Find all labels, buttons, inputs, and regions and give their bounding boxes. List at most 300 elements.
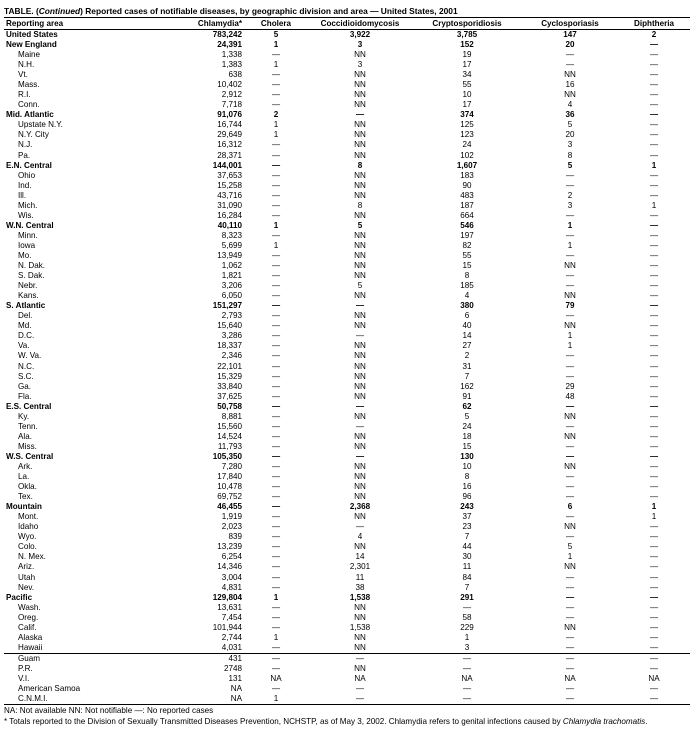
table-row bbox=[4, 603, 690, 613]
cell-reporting-area: Del. bbox=[18, 311, 33, 321]
cell-coccidioidomycosis: 1,538 bbox=[349, 622, 371, 632]
cell-diphtheria: — bbox=[649, 170, 659, 180]
cell-cyclosporiasis: 1 bbox=[567, 220, 573, 230]
cell-cyclosporiasis: 20 bbox=[565, 130, 575, 140]
cell-cyclosporiasis: NN bbox=[564, 321, 576, 331]
cell-chlamydia: 10,402 bbox=[217, 80, 242, 90]
cell-reporting-area: Nev. bbox=[18, 582, 35, 592]
cell-cryptosporidiosis: 24 bbox=[462, 140, 472, 150]
cell-cyclosporiasis: NN bbox=[564, 70, 576, 80]
cell-chlamydia: 43,716 bbox=[217, 190, 242, 200]
cell-chlamydia: 15,560 bbox=[217, 421, 242, 431]
cell-coccidioidomycosis: NN bbox=[354, 271, 366, 281]
table-row bbox=[4, 392, 690, 402]
cell-diphtheria: — bbox=[649, 60, 659, 70]
cell-cholera: — bbox=[271, 150, 281, 160]
cell-diphtheria: — bbox=[649, 401, 659, 411]
cell-diphtheria: — bbox=[649, 552, 659, 562]
cell-reporting-area: S. Atlantic bbox=[6, 301, 46, 311]
cell-reporting-area: American Samoa bbox=[18, 683, 81, 693]
cell-cyclosporiasis: NN bbox=[564, 431, 576, 441]
table-row bbox=[4, 643, 690, 654]
cell-chlamydia: 129,804 bbox=[212, 592, 242, 602]
table-row bbox=[4, 241, 690, 251]
cell-coccidioidomycosis: — bbox=[355, 401, 365, 411]
header-cyclosporiasis: Cyclosporiasis bbox=[522, 18, 618, 30]
cell-coccidioidomycosis: 5 bbox=[357, 220, 363, 230]
cell-cholera: — bbox=[271, 663, 281, 673]
cell-coccidioidomycosis: NN bbox=[354, 150, 366, 160]
cell-reporting-area: E.N. Central bbox=[6, 160, 52, 170]
cell-coccidioidomycosis: NN bbox=[354, 351, 366, 361]
cell-cyclosporiasis: 1 bbox=[567, 552, 573, 562]
cell-cyclosporiasis: — bbox=[565, 421, 575, 431]
cell-chlamydia: 18,337 bbox=[217, 341, 242, 351]
table-row bbox=[4, 40, 690, 50]
cell-coccidioidomycosis: 8 bbox=[357, 200, 363, 210]
cell-diphtheria: — bbox=[649, 592, 659, 602]
cell-diphtheria: — bbox=[649, 150, 659, 160]
cell-reporting-area: Ark. bbox=[18, 461, 33, 471]
cell-cyclosporiasis: — bbox=[565, 401, 575, 411]
table-row bbox=[4, 161, 690, 171]
cell-cryptosporidiosis: 30 bbox=[462, 552, 472, 562]
header-cholera: Cholera bbox=[244, 18, 308, 30]
cell-cyclosporiasis: NN bbox=[564, 562, 576, 572]
cell-reporting-area: Pacific bbox=[6, 592, 33, 602]
cell-cholera: — bbox=[271, 210, 281, 220]
table-row bbox=[4, 291, 690, 301]
table-row bbox=[4, 311, 690, 321]
cell-cyclosporiasis: 1 bbox=[567, 331, 573, 341]
table-row bbox=[4, 362, 690, 372]
cell-chlamydia: NA bbox=[126, 694, 244, 705]
table-row bbox=[4, 382, 690, 392]
cell-cyclosporiasis: 2 bbox=[567, 190, 573, 200]
cell-reporting-area: N.C. bbox=[18, 361, 35, 371]
cell-cholera: — bbox=[271, 371, 281, 381]
cell-coccidioidomycosis: — bbox=[355, 451, 365, 461]
cell-cholera: — bbox=[271, 572, 281, 582]
cell-cholera: — bbox=[271, 642, 281, 652]
cell-chlamydia: 24,391 bbox=[217, 40, 242, 50]
cell-coccidioidomycosis: NN bbox=[354, 321, 366, 331]
cell-cryptosporidiosis: 55 bbox=[462, 80, 472, 90]
cell-cryptosporidiosis: 27 bbox=[462, 341, 472, 351]
cell-diphtheria: — bbox=[649, 180, 659, 190]
cell-cyclosporiasis: — bbox=[565, 251, 575, 260]
cell-cryptosporidiosis: 1,607 bbox=[456, 160, 478, 170]
cell-diphtheria: — bbox=[649, 441, 659, 451]
table-row bbox=[4, 674, 690, 684]
cell-cryptosporidiosis: 40 bbox=[462, 321, 472, 331]
cell-coccidioidomycosis: NN bbox=[354, 180, 366, 190]
cell-cryptosporidiosis: 483 bbox=[460, 190, 474, 200]
cell-cholera: — bbox=[271, 251, 281, 260]
cell-reporting-area: N. Mex. bbox=[18, 552, 46, 562]
cell-cryptosporidiosis: 125 bbox=[460, 120, 474, 130]
cell-diphtheria: — bbox=[649, 100, 659, 110]
cell-reporting-area: Va. bbox=[18, 341, 30, 351]
table-row bbox=[4, 251, 690, 261]
cell-diphtheria: 1 bbox=[651, 512, 657, 522]
cell-cryptosporidiosis: 243 bbox=[460, 502, 474, 512]
table-row bbox=[4, 231, 690, 241]
cell-coccidioidomycosis: NN bbox=[354, 542, 366, 552]
cell-diphtheria: — bbox=[649, 622, 659, 632]
cell-cholera: 1 bbox=[273, 632, 279, 642]
cell-coccidioidomycosis: NN bbox=[354, 251, 366, 260]
cell-coccidioidomycosis: 1,538 bbox=[349, 592, 371, 602]
cell-diphtheria: — bbox=[649, 411, 659, 421]
cell-coccidioidomycosis: — bbox=[308, 653, 412, 664]
cell-chlamydia: 6,254 bbox=[221, 552, 242, 562]
cell-cryptosporidiosis: 6 bbox=[464, 311, 470, 321]
table-row bbox=[4, 30, 690, 41]
cell-cyclosporiasis: — bbox=[565, 230, 575, 240]
cell-cyclosporiasis: — bbox=[565, 170, 575, 180]
cell-cholera: — bbox=[271, 552, 281, 562]
cell-cryptosporidiosis: 18 bbox=[462, 431, 472, 441]
cell-cryptosporidiosis: 10 bbox=[462, 90, 472, 100]
cell-cryptosporidiosis: 90 bbox=[462, 180, 472, 190]
cell-chlamydia: 8,323 bbox=[221, 230, 242, 240]
cell-cholera: — bbox=[271, 200, 281, 210]
cell-coccidioidomycosis: — bbox=[355, 522, 365, 532]
cell-cyclosporiasis: — bbox=[565, 210, 575, 220]
cell-cholera: — bbox=[271, 180, 281, 190]
cell-reporting-area: C.N.M.I. bbox=[4, 694, 126, 705]
cell-chlamydia: 2,912 bbox=[221, 90, 242, 100]
cell-cryptosporidiosis: 187 bbox=[460, 200, 474, 210]
table-row bbox=[4, 341, 690, 351]
cell-cryptosporidiosis: 62 bbox=[462, 401, 472, 411]
cell-cryptosporidiosis: 185 bbox=[460, 281, 474, 291]
cell-diphtheria: — bbox=[649, 281, 659, 291]
table-row bbox=[4, 482, 690, 492]
cell-cyclosporiasis: NN bbox=[564, 291, 576, 301]
cell-cholera: — bbox=[271, 522, 281, 532]
cell-coccidioidomycosis: NN bbox=[354, 341, 366, 351]
cell-cholera: — bbox=[271, 421, 281, 431]
table-row bbox=[4, 261, 690, 271]
cell-cryptosporidiosis: 10 bbox=[462, 461, 472, 471]
cell-reporting-area: Mid. Atlantic bbox=[6, 110, 54, 120]
cell-cryptosporidiosis: 5 bbox=[464, 411, 470, 421]
table-row bbox=[4, 50, 690, 60]
table-row bbox=[4, 211, 690, 221]
cell-cryptosporidiosis: — bbox=[462, 663, 472, 673]
table-row bbox=[4, 442, 690, 452]
cell-chlamydia: 16,284 bbox=[217, 210, 242, 220]
cell-chlamydia: 7,280 bbox=[221, 461, 242, 471]
cell-diphtheria: — bbox=[649, 70, 659, 80]
cell-chlamydia: 3,286 bbox=[221, 331, 242, 341]
cell-cryptosporidiosis: — bbox=[462, 602, 472, 612]
cell-cholera: 1 bbox=[273, 120, 279, 130]
cell-coccidioidomycosis: NN bbox=[354, 492, 366, 502]
cell-coccidioidomycosis: NN bbox=[354, 602, 366, 612]
cell-reporting-area: Colo. bbox=[18, 542, 37, 552]
cell-cryptosporidiosis: 96 bbox=[462, 492, 472, 502]
cell-cyclosporiasis: — bbox=[522, 694, 618, 705]
cell-cyclosporiasis: NN bbox=[564, 261, 576, 271]
cell-diphtheria: — bbox=[649, 612, 659, 622]
table-row bbox=[4, 70, 690, 80]
cell-cryptosporidiosis: 3 bbox=[464, 642, 470, 652]
cell-reporting-area: N.J. bbox=[18, 140, 33, 150]
cell-coccidioidomycosis: 3 bbox=[357, 40, 363, 50]
table-row bbox=[4, 281, 690, 291]
cell-cyclosporiasis: 5 bbox=[567, 120, 573, 130]
cell-cyclosporiasis: — bbox=[565, 311, 575, 321]
cell-chlamydia: 15,640 bbox=[217, 321, 242, 331]
cell-reporting-area: Okla. bbox=[18, 482, 37, 492]
cell-coccidioidomycosis: NN bbox=[354, 431, 366, 441]
cell-cholera: — bbox=[271, 451, 281, 461]
cell-cholera: — bbox=[271, 683, 281, 693]
footnote-totals bbox=[4, 717, 690, 727]
cell-cholera: — bbox=[271, 612, 281, 622]
cell-reporting-area: W. Va. bbox=[18, 351, 42, 361]
cell-cholera: — bbox=[271, 271, 281, 281]
footnote-species: Chlamydia trachomatis bbox=[562, 716, 646, 726]
cell-cholera: — bbox=[271, 311, 281, 321]
cell-coccidioidomycosis: NA bbox=[354, 673, 366, 683]
cell-cholera: — bbox=[271, 70, 281, 80]
cell-cryptosporidiosis: 24 bbox=[462, 421, 472, 431]
cell-cryptosporidiosis: 7 bbox=[464, 582, 470, 592]
table-row bbox=[4, 512, 690, 522]
cell-diphtheria: — bbox=[649, 602, 659, 612]
cell-diphtheria: — bbox=[649, 461, 659, 471]
cell-coccidioidomycosis: NN bbox=[354, 90, 366, 100]
cell-coccidioidomycosis: NN bbox=[354, 130, 366, 140]
cell-chlamydia: 29,649 bbox=[217, 130, 242, 140]
cell-cyclosporiasis: — bbox=[565, 582, 575, 592]
cell-chlamydia: 2748 bbox=[223, 663, 242, 673]
cell-chlamydia: 14,346 bbox=[217, 562, 242, 572]
cell-coccidioidomycosis: NN bbox=[354, 642, 366, 652]
cell-cyclosporiasis: — bbox=[565, 632, 575, 642]
cell-cholera: — bbox=[271, 261, 281, 271]
cell-cyclosporiasis: — bbox=[565, 512, 575, 522]
cell-chlamydia: 101,944 bbox=[212, 622, 242, 632]
table-row bbox=[4, 90, 690, 100]
cell-cryptosporidiosis: 8 bbox=[464, 271, 470, 281]
cell-cyclosporiasis: NN bbox=[564, 622, 576, 632]
cell-cyclosporiasis: NN bbox=[564, 522, 576, 532]
cell-reporting-area: Oreg. bbox=[18, 612, 39, 622]
cell-cyclosporiasis: 5 bbox=[567, 542, 573, 552]
cell-chlamydia: 6,050 bbox=[221, 291, 242, 301]
cell-cholera: — bbox=[271, 291, 281, 301]
cell-cholera: — bbox=[271, 582, 281, 592]
cell-reporting-area: D.C. bbox=[18, 331, 35, 341]
cell-chlamydia: 91,076 bbox=[217, 110, 242, 120]
cell-cryptosporidiosis: 380 bbox=[460, 301, 474, 311]
cell-chlamydia: 10,478 bbox=[217, 482, 242, 492]
cell-reporting-area: La. bbox=[18, 472, 30, 482]
cell-coccidioidomycosis: 2,368 bbox=[349, 502, 371, 512]
cell-cyclosporiasis: — bbox=[565, 642, 575, 652]
cell-cholera: — bbox=[271, 431, 281, 441]
cell-cholera: — bbox=[271, 562, 281, 572]
cell-reporting-area: Calif. bbox=[18, 622, 37, 632]
cell-diphtheria: — bbox=[649, 240, 659, 250]
cell-diphtheria: — bbox=[618, 694, 690, 705]
cell-diphtheria: — bbox=[649, 311, 659, 321]
cell-cryptosporidiosis: 162 bbox=[460, 381, 474, 391]
cell-coccidioidomycosis: NN bbox=[354, 612, 366, 622]
cell-cyclosporiasis: NN bbox=[564, 90, 576, 100]
cell-cyclosporiasis: — bbox=[565, 50, 575, 60]
cell-coccidioidomycosis: NN bbox=[354, 482, 366, 492]
table-row bbox=[4, 120, 690, 130]
cell-diphtheria: — bbox=[649, 642, 659, 652]
header-diphtheria: Diphtheria bbox=[618, 18, 690, 30]
footnote-end: . bbox=[645, 716, 648, 726]
cell-cholera: — bbox=[271, 190, 281, 200]
cell-diphtheria: — bbox=[649, 431, 659, 441]
cell-cryptosporidiosis: 1 bbox=[464, 632, 470, 642]
cell-diphtheria: 1 bbox=[651, 200, 657, 210]
cell-coccidioidomycosis: 2,301 bbox=[349, 562, 371, 572]
cell-chlamydia: 15,329 bbox=[217, 371, 242, 381]
cell-chlamydia: 37,653 bbox=[217, 170, 242, 180]
table-row bbox=[4, 130, 690, 140]
cell-coccidioidomycosis: NN bbox=[354, 381, 366, 391]
table-row bbox=[4, 684, 690, 694]
cell-chlamydia: 15,258 bbox=[217, 180, 242, 190]
cell-cholera: — bbox=[271, 140, 281, 150]
table-header bbox=[4, 18, 690, 30]
cell-diphtheria: — bbox=[649, 361, 659, 371]
table-row bbox=[4, 60, 690, 70]
cell-cryptosporidiosis: 183 bbox=[460, 170, 474, 180]
cell-reporting-area: S.C. bbox=[18, 371, 34, 381]
cell-coccidioidomycosis: NN bbox=[354, 472, 366, 482]
table-row bbox=[4, 140, 690, 150]
cell-cholera: — bbox=[271, 361, 281, 371]
cell-reporting-area: V.I. bbox=[18, 673, 30, 683]
cell-chlamydia: 1,821 bbox=[221, 271, 242, 281]
table-row bbox=[4, 351, 690, 361]
cell-diphtheria: — bbox=[649, 90, 659, 100]
table-row bbox=[4, 653, 690, 664]
cell-cyclosporiasis: — bbox=[565, 281, 575, 291]
cell-cyclosporiasis: — bbox=[565, 482, 575, 492]
cell-chlamydia: 431 bbox=[126, 653, 244, 664]
cell-cyclosporiasis: — bbox=[565, 472, 575, 482]
cell-cyclosporiasis: 79 bbox=[565, 301, 575, 311]
cell-cholera: 1 bbox=[273, 220, 279, 230]
cell-cholera: — bbox=[271, 341, 281, 351]
cell-chlamydia: 33,840 bbox=[217, 381, 242, 391]
cell-cyclosporiasis: NA bbox=[564, 673, 576, 683]
table-row bbox=[4, 472, 690, 482]
cell-chlamydia: 37,625 bbox=[217, 391, 242, 401]
cell-cryptosporidiosis: 8 bbox=[464, 472, 470, 482]
cell-cyclosporiasis: 5 bbox=[567, 160, 573, 170]
cell-cryptosporidiosis: 4 bbox=[464, 291, 470, 301]
cell-coccidioidomycosis: 11 bbox=[355, 572, 365, 582]
cell-cyclosporiasis: 147 bbox=[563, 30, 577, 39]
cell-chlamydia: 14,524 bbox=[217, 431, 242, 441]
cell-diphtheria: — bbox=[649, 391, 659, 401]
table-row bbox=[4, 191, 690, 201]
cell-chlamydia: 4,031 bbox=[221, 642, 242, 652]
cell-reporting-area: New England bbox=[6, 40, 57, 50]
cell-chlamydia: NA bbox=[230, 683, 242, 693]
cell-coccidioidomycosis: NN bbox=[354, 261, 366, 271]
table-row bbox=[4, 502, 690, 512]
cell-cyclosporiasis: 20 bbox=[565, 40, 575, 50]
cell-diphtheria: — bbox=[649, 220, 659, 230]
cell-coccidioidomycosis: NN bbox=[354, 311, 366, 321]
cell-diphtheria: — bbox=[649, 572, 659, 582]
header-chlamydia: Chlamydia* bbox=[126, 18, 244, 30]
table-row bbox=[4, 694, 690, 705]
cell-cryptosporidiosis: NA bbox=[461, 673, 473, 683]
cell-cholera: 1 bbox=[273, 592, 279, 602]
cell-reporting-area: Utah bbox=[18, 572, 36, 582]
cell-cyclosporiasis: — bbox=[565, 371, 575, 381]
cell-coccidioidomycosis: NN bbox=[354, 100, 366, 110]
cell-diphtheria: NA bbox=[648, 673, 660, 683]
cell-diphtheria: — bbox=[649, 291, 659, 301]
cell-chlamydia: 1,919 bbox=[221, 512, 242, 522]
cell-diphtheria: — bbox=[649, 50, 659, 60]
title-rest: ) Reported cases of notifiable diseases, by geographic division and area — United States, 2001 bbox=[80, 6, 458, 16]
cell-cryptosporidiosis: 374 bbox=[460, 110, 474, 120]
cell-cryptosporidiosis: 44 bbox=[462, 542, 472, 552]
table-row bbox=[4, 623, 690, 633]
cell-diphtheria: — bbox=[649, 532, 659, 542]
cell-reporting-area: W.S. Central bbox=[6, 451, 54, 461]
cell-chlamydia: 1,062 bbox=[221, 261, 242, 271]
cell-cyclosporiasis: 1 bbox=[567, 240, 573, 250]
cell-chlamydia: 13,949 bbox=[217, 251, 242, 260]
cell-coccidioidomycosis: NN bbox=[354, 391, 366, 401]
header-row bbox=[4, 18, 690, 30]
cell-cryptosporidiosis: — bbox=[462, 683, 472, 693]
cell-cyclosporiasis: 29 bbox=[565, 381, 575, 391]
cell-chlamydia: 4,831 bbox=[221, 582, 242, 592]
table-row bbox=[4, 583, 690, 593]
cell-coccidioidomycosis: 5 bbox=[357, 281, 363, 291]
cell-cholera: — bbox=[271, 482, 281, 492]
cell-coccidioidomycosis: NN bbox=[354, 230, 366, 240]
cell-cholera: 5 bbox=[273, 30, 279, 39]
cell-cryptosporidiosis: 15 bbox=[462, 261, 472, 271]
cell-reporting-area: N.Y. City bbox=[18, 130, 49, 140]
cell-cryptosporidiosis: 130 bbox=[460, 451, 474, 461]
cell-diphtheria: — bbox=[649, 130, 659, 140]
cell-diphtheria: — bbox=[649, 80, 659, 90]
cell-chlamydia: 2,346 bbox=[221, 351, 242, 361]
cell-coccidioidomycosis: 14 bbox=[355, 552, 365, 562]
table-row bbox=[4, 562, 690, 572]
cell-cholera: — bbox=[271, 622, 281, 632]
cell-reporting-area: Tex. bbox=[18, 492, 33, 502]
header-cryptosporidiosis: Cryptosporidiosis bbox=[412, 18, 522, 30]
cell-cryptosporidiosis: 664 bbox=[460, 210, 474, 220]
cell-reporting-area: Idaho bbox=[18, 522, 39, 532]
cell-diphtheria: — bbox=[618, 653, 690, 664]
cell-diphtheria: — bbox=[649, 663, 659, 673]
table-row bbox=[4, 181, 690, 191]
